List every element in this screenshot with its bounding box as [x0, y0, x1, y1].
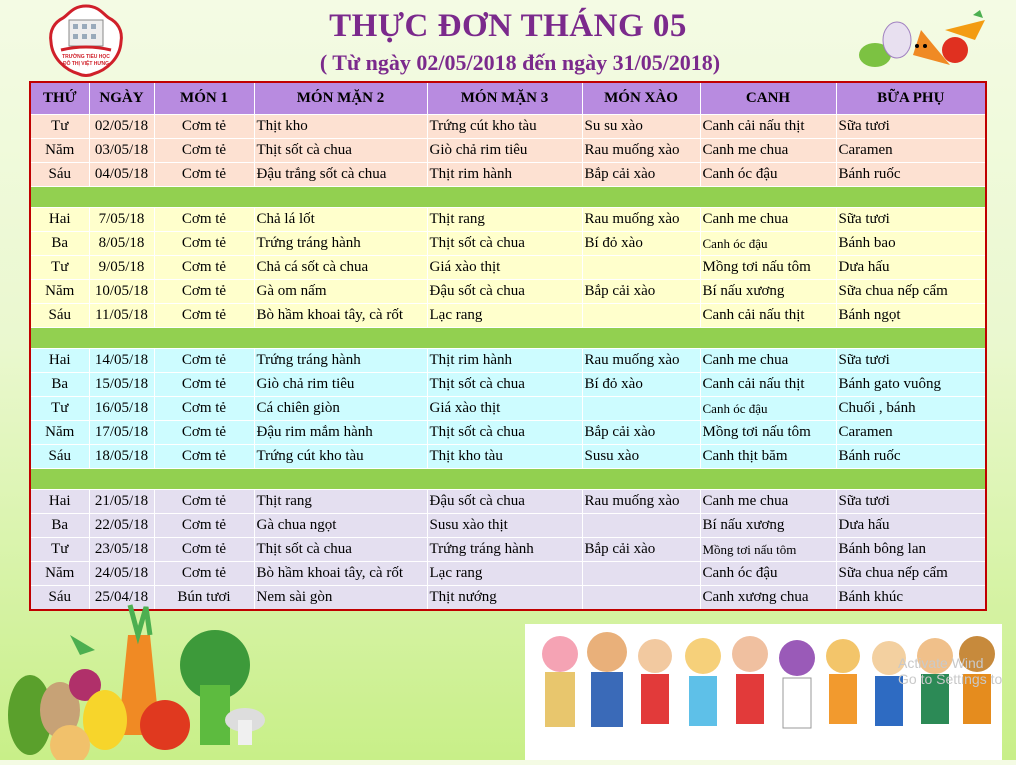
- cell-day: Năm: [30, 139, 89, 163]
- table-row: [30, 115, 986, 139]
- cell-soup: Mồng tơi nấu tôm: [700, 421, 836, 445]
- cell-main2: Chả lá lốt: [254, 208, 427, 232]
- cell-stirfry: Bắp cải xào: [582, 280, 700, 304]
- cell-day: Tư: [30, 397, 89, 421]
- cell-day: Sáu: [30, 304, 89, 328]
- cell-dish1: Cơm tẻ: [154, 115, 254, 139]
- cell-soup: Canh óc đậu: [700, 562, 836, 586]
- cell-date: 25/04/18: [89, 586, 154, 611]
- cell-snack: Chuối , bánh: [836, 397, 986, 421]
- cell-dish1: Cơm tẻ: [154, 256, 254, 280]
- cell-dish1: Bún tươi: [154, 586, 254, 611]
- table-row: [30, 163, 986, 187]
- week-separator-cell: [30, 469, 986, 490]
- cell-date: 22/05/18: [89, 514, 154, 538]
- cell-main2: Chả cá sốt cà chua: [254, 256, 427, 280]
- watermark-line2: Go to Settings to: [898, 671, 1003, 687]
- cell-soup: Canh xương chua: [700, 586, 836, 611]
- cell-date: 8/05/18: [89, 232, 154, 256]
- cell-soup: Canh me chua: [700, 139, 836, 163]
- col-header-main3: MÓN MẶN 3: [427, 82, 582, 115]
- cell-dish1: Cơm tẻ: [154, 208, 254, 232]
- table-row: [30, 445, 986, 469]
- cell-snack: Bánh bông lan: [836, 538, 986, 562]
- cell-main3: Thịt sốt cà chua: [427, 421, 582, 445]
- cell-soup: Mồng tơi nấu tôm: [700, 256, 836, 280]
- cell-soup: Canh cải nấu thịt: [700, 115, 836, 139]
- cell-main2: Nem sài gòn: [254, 586, 427, 611]
- cell-main2: Bò hầm khoai tây, cà rốt: [254, 304, 427, 328]
- cell-dish1: Cơm tẻ: [154, 373, 254, 397]
- cell-main3: Thịt sốt cà chua: [427, 373, 582, 397]
- cell-main2: Trứng tráng hành: [254, 232, 427, 256]
- cell-day: Hai: [30, 490, 89, 514]
- cell-stirfry: [582, 397, 700, 421]
- table-row: [30, 232, 986, 256]
- week-separator-row: [30, 187, 986, 208]
- table-row: [30, 538, 986, 562]
- cell-snack: Sữa tươi: [836, 490, 986, 514]
- cell-snack: Sữa chua nếp cẩm: [836, 562, 986, 586]
- cell-main3: Thịt sốt cà chua: [427, 232, 582, 256]
- cell-soup: Bí nấu xương: [700, 514, 836, 538]
- table-row: [30, 304, 986, 328]
- cell-stirfry: Bắp cải xào: [582, 538, 700, 562]
- cell-main3: Thịt rim hành: [427, 163, 582, 187]
- cell-main3: Giò chả rim tiêu: [427, 139, 582, 163]
- cell-day: Năm: [30, 421, 89, 445]
- cell-date: 16/05/18: [89, 397, 154, 421]
- cell-main2: Thịt sốt cà chua: [254, 538, 427, 562]
- cell-date: 15/05/18: [89, 373, 154, 397]
- cell-stirfry: [582, 514, 700, 538]
- page-title: THỰC ĐƠN THÁNG 05: [329, 8, 687, 44]
- col-header-stirfry: MÓN XÀO: [582, 82, 700, 115]
- windows-activation-watermark: [898, 655, 1002, 687]
- cell-main3: Thịt rim hành: [427, 349, 582, 373]
- cell-snack: Caramen: [836, 421, 986, 445]
- cell-main3: Trứng cút kho tàu: [427, 115, 582, 139]
- cell-stirfry: Rau muống xào: [582, 208, 700, 232]
- cell-main2: Đậu trắng sốt cà chua: [254, 163, 427, 187]
- cell-snack: Sữa tươi: [836, 208, 986, 232]
- cell-soup: Mồng tơi nấu tôm: [700, 538, 836, 562]
- week-separator-cell: [30, 328, 986, 349]
- cell-day: Sáu: [30, 586, 89, 611]
- cell-main3: Đậu sốt cà chua: [427, 280, 582, 304]
- cell-stirfry: [582, 586, 700, 611]
- cell-stirfry: Susu xào: [582, 445, 700, 469]
- cell-dish1: Cơm tẻ: [154, 349, 254, 373]
- cell-stirfry: Bắp cải xào: [582, 421, 700, 445]
- cell-main2: Trứng tráng hành: [254, 349, 427, 373]
- cell-day: Ba: [30, 232, 89, 256]
- cell-soup: Canh óc đậu: [700, 232, 836, 256]
- cell-main3: Trứng tráng hành: [427, 538, 582, 562]
- cell-date: 03/05/18: [89, 139, 154, 163]
- menu-body: [30, 115, 986, 611]
- cell-soup: Canh óc đậu: [700, 397, 836, 421]
- cell-main2: Đậu rim mắm hành: [254, 421, 427, 445]
- cell-date: 10/05/18: [89, 280, 154, 304]
- table-row: [30, 373, 986, 397]
- menu-table-container: [29, 81, 987, 611]
- children-cartoon-illustration: [525, 624, 1002, 760]
- cell-date: 17/05/18: [89, 421, 154, 445]
- cell-main3: Lạc rang: [427, 304, 582, 328]
- cell-day: Tư: [30, 538, 89, 562]
- cell-stirfry: [582, 304, 700, 328]
- cell-snack: Sữa tươi: [836, 115, 986, 139]
- cell-snack: Sữa chua nếp cẩm: [836, 280, 986, 304]
- logo-text-2: ĐÔ THỊ VIỆT HƯNG: [62, 61, 110, 67]
- cell-dish1: Cơm tẻ: [154, 538, 254, 562]
- cell-main2: Giò chả rim tiêu: [254, 373, 427, 397]
- table-row: [30, 562, 986, 586]
- table-row: [30, 139, 986, 163]
- cell-dish1: Cơm tẻ: [154, 397, 254, 421]
- cell-soup: Canh thịt băm: [700, 445, 836, 469]
- cell-main2: Thịt sốt cà chua: [254, 139, 427, 163]
- cell-stirfry: Rau muống xào: [582, 349, 700, 373]
- cell-soup: Canh me chua: [700, 349, 836, 373]
- cell-main3: Giá xào thịt: [427, 397, 582, 421]
- cell-soup: Bí nấu xương: [700, 280, 836, 304]
- cell-snack: Dưa hấu: [836, 256, 986, 280]
- cell-stirfry: Bí đỏ xào: [582, 373, 700, 397]
- cell-date: 24/05/18: [89, 562, 154, 586]
- logo-text-1: TRƯỜNG TIỂU HỌC: [62, 54, 110, 60]
- cell-day: Sáu: [30, 163, 89, 187]
- cell-date: 9/05/18: [89, 256, 154, 280]
- cell-main2: Gà chua ngọt: [254, 514, 427, 538]
- cell-main3: Giá xào thịt: [427, 256, 582, 280]
- cell-dish1: Cơm tẻ: [154, 304, 254, 328]
- cell-day: Tư: [30, 256, 89, 280]
- cell-main2: Cá chiên giòn: [254, 397, 427, 421]
- cell-dish1: Cơm tẻ: [154, 163, 254, 187]
- cell-main3: Thịt kho tàu: [427, 445, 582, 469]
- cell-main2: Thịt kho: [254, 115, 427, 139]
- cell-main3: Thịt nướng: [427, 586, 582, 611]
- cell-soup: Canh cải nấu thịt: [700, 373, 836, 397]
- week-separator-cell: [30, 187, 986, 208]
- cell-date: 04/05/18: [89, 163, 154, 187]
- cell-stirfry: Rau muống xào: [582, 139, 700, 163]
- cell-date: 11/05/18: [89, 304, 154, 328]
- cell-main2: Thịt rang: [254, 490, 427, 514]
- cell-day: Sáu: [30, 445, 89, 469]
- cell-main3: Đậu sốt cà chua: [427, 490, 582, 514]
- cell-soup: Canh óc đậu: [700, 163, 836, 187]
- vegetables-cartoon-illustration: [855, 10, 995, 80]
- week-separator-row: [30, 328, 986, 349]
- cell-date: 7/05/18: [89, 208, 154, 232]
- cell-stirfry: Bắp cải xào: [582, 163, 700, 187]
- cell-snack: Bánh ngọt: [836, 304, 986, 328]
- cell-dish1: Cơm tẻ: [154, 139, 254, 163]
- table-row: [30, 421, 986, 445]
- cell-stirfry: Bí đỏ xào: [582, 232, 700, 256]
- cell-main2: Trứng cút kho tàu: [254, 445, 427, 469]
- menu-table: [29, 81, 987, 611]
- cell-stirfry: Su su xào: [582, 115, 700, 139]
- cell-snack: Bánh ruốc: [836, 445, 986, 469]
- cell-snack: Caramen: [836, 139, 986, 163]
- cell-date: 02/05/18: [89, 115, 154, 139]
- cell-day: Hai: [30, 349, 89, 373]
- cell-snack: Sữa tươi: [836, 349, 986, 373]
- cell-day: Tư: [30, 115, 89, 139]
- cell-date: 18/05/18: [89, 445, 154, 469]
- cell-snack: Bánh khúc: [836, 586, 986, 611]
- cell-main3: Susu xào thịt: [427, 514, 582, 538]
- vegetable-characters-illustration: [0, 595, 280, 760]
- table-row: [30, 280, 986, 304]
- cell-dish1: Cơm tẻ: [154, 562, 254, 586]
- watermark-line1: Activate Wind: [898, 655, 984, 671]
- cell-dish1: Cơm tẻ: [154, 490, 254, 514]
- cell-day: Ba: [30, 514, 89, 538]
- cell-main3: Lạc rang: [427, 562, 582, 586]
- cell-dish1: Cơm tẻ: [154, 514, 254, 538]
- table-header-row: [30, 82, 986, 115]
- cell-date: 21/05/18: [89, 490, 154, 514]
- cell-snack: Dưa hấu: [836, 514, 986, 538]
- cell-soup: Canh me chua: [700, 208, 836, 232]
- cell-main2: Bò hầm khoai tây, cà rốt: [254, 562, 427, 586]
- table-row: [30, 349, 986, 373]
- cell-day: Hai: [30, 208, 89, 232]
- cell-day: Năm: [30, 280, 89, 304]
- col-header-dish1: MÓN 1: [154, 82, 254, 115]
- cell-dish1: Cơm tẻ: [154, 445, 254, 469]
- page-subtitle: ( Từ ngày 02/05/2018 đến ngày 31/05/2018): [319, 50, 721, 75]
- col-header-snack: BỮA PHỤ: [836, 82, 986, 115]
- table-row: [30, 397, 986, 421]
- cell-snack: Bánh ruốc: [836, 163, 986, 187]
- cell-snack: Bánh gato vuông: [836, 373, 986, 397]
- col-header-main2: MÓN MẶN 2: [254, 82, 427, 115]
- cell-stirfry: [582, 562, 700, 586]
- cell-snack: Bánh bao: [836, 232, 986, 256]
- cell-soup: Canh me chua: [700, 490, 836, 514]
- cell-main2: Gà om nấm: [254, 280, 427, 304]
- cell-main3: Thịt rang: [427, 208, 582, 232]
- cell-dish1: Cơm tẻ: [154, 280, 254, 304]
- table-row: [30, 256, 986, 280]
- table-row: [30, 490, 986, 514]
- col-header-day: THỨ: [30, 82, 89, 115]
- cell-date: 23/05/18: [89, 538, 154, 562]
- cell-day: Ba: [30, 373, 89, 397]
- cell-stirfry: [582, 256, 700, 280]
- table-row: [30, 208, 986, 232]
- col-header-soup: CANH: [700, 82, 836, 115]
- cell-day: Năm: [30, 562, 89, 586]
- table-row: [30, 514, 986, 538]
- cell-soup: Canh cải nấu thịt: [700, 304, 836, 328]
- col-header-date: NGÀY: [89, 82, 154, 115]
- kids-characters-image: [525, 624, 1002, 760]
- week-separator-row: [30, 469, 986, 490]
- cell-date: 14/05/18: [89, 349, 154, 373]
- cell-dish1: Cơm tẻ: [154, 232, 254, 256]
- cell-dish1: Cơm tẻ: [154, 421, 254, 445]
- cell-stirfry: Rau muống xào: [582, 490, 700, 514]
